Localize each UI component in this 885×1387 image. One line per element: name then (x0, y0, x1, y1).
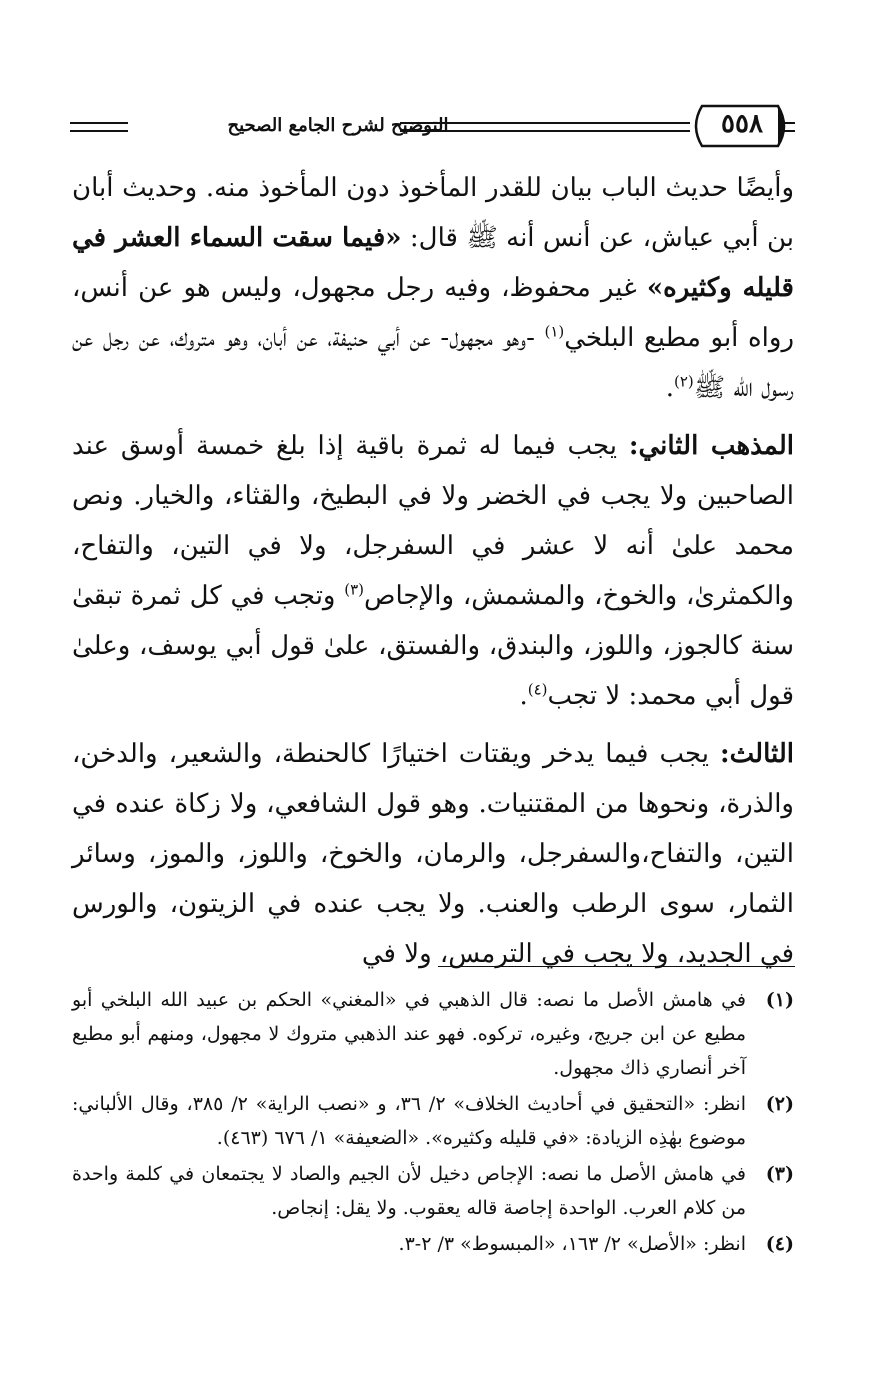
footnote-number: (٢) (765, 1093, 794, 1115)
footnote-ref-1[interactable]: (١) (544, 322, 565, 341)
paragraph-1-text-2: غير محفوظ، وفيه رجل مجهول، وليس هو عن أنس، رواه أبو مطيع البلخي (72, 273, 794, 353)
paragraph-1-text: وأيضًا حديث الباب بيان للقدر المأخوذ دون المأخوذ منه. وحديث أبان بن أبي عياش، عن أنس أنه ﷺ قال: (72, 173, 794, 253)
page-number: ٥٥٨ (721, 109, 763, 139)
footnote-text: في هامش الأصل ما نصه: الإجاص دخيل لأن الجيم والصاد لا يجتمعان في كلمة واحدة من كلام العرب. الواحدة إجاصة قاله يعقوب. ولا يقل: إنجاص. (72, 1163, 746, 1219)
paragraph-2-text: يجب فيما له ثمرة باقية إذا بلغ خمسة أوسق عند الصاحبين ولا يجب في الخضر ولا في البطيخ، والقثاء، والخيار. ونص محمد علىٰ أنه لا عشر في السفرجل، ولا في التين، والتفاح، والكمثرىٰ، والخوخ، والمشمش، والإجاص (72, 431, 794, 611)
footnote-ref-2[interactable]: (٢) (673, 372, 694, 391)
running-title: التوضيح لشرح الجامع الصحيح (227, 115, 449, 136)
footnote-2 (72, 1087, 794, 1155)
paragraph-spacer (72, 721, 794, 729)
footnote-1 (72, 983, 794, 1085)
header-rule-middle-bottom (400, 130, 690, 132)
paragraph-2-text-3: . (519, 681, 528, 711)
header-rule-right-top (780, 122, 795, 124)
footnote-ref-4[interactable]: (٤) (527, 680, 548, 699)
paragraph-2 (72, 421, 794, 721)
paragraph-1-text-3: -وهو مجهول- عن أبي حنيفة، عن أبان، وهو متروك، عن رجل عن رسول الله ﷺ (72, 323, 794, 403)
footnote-divider (438, 966, 795, 967)
paragraph-1-text-4: . (665, 373, 674, 403)
paragraph-1 (72, 163, 794, 413)
header-rule-left-bottom (70, 130, 128, 132)
paragraph-3-text: يجب فيما يدخر ويقتات اختيارًا كالحنطة، والشعير، والدخن، والذرة، ونحوها من المقتنيات. وهو قول الشافعي، ولا زكاة عنده في التين، والتفاح،والسفرجل، والرمان، والخوخ، واللوز، والموز، وسائر الثمار، سوى الرطب والعنب. ولا يجب عنده في الزيتون، والورس في الجديد، ولا يجب في الترمس، ولا في (72, 739, 794, 969)
paragraph-2-lead: المذهب الثاني: (628, 431, 794, 461)
footnote-3 (72, 1157, 794, 1225)
footnote-text: انظر: «الأصل» ٢/ ١٦٣، «المبسوط» ٣/ ٢-٣. (398, 1233, 746, 1255)
main-text (72, 163, 794, 979)
footnote-4 (72, 1227, 794, 1261)
header-rule-middle-top (400, 122, 690, 124)
footnote-number: (١) (765, 989, 794, 1011)
paragraph-3 (72, 729, 794, 979)
hadith-quote: «فيما سقت السماء العشر في قليله وكثيره» (72, 223, 794, 303)
footnote-ref-3[interactable]: (٣) (344, 580, 365, 599)
footnotes (72, 983, 794, 1263)
footnote-text: في هامش الأصل ما نصه: قال الذهبي في «المغني» الحكم بن عبيد الله البلخي أبو مطيع عن ابن جريج، وغيره، تركوه. فهو عند الذهبي متروك لا مجهول، ومنهم أبو مطيع آخر أنصاري ذاك مجهول. (72, 989, 746, 1079)
footnote-number: (٣) (765, 1163, 794, 1185)
paragraph-2-text-2: وتجب في كل ثمرة تبقىٰ سنة كالجوز، واللوز، والبندق، والفستق، علىٰ قول أبي يوسف، وعلىٰ قول أبي محمد: لا تجب (72, 581, 794, 711)
paragraph-spacer (72, 413, 794, 421)
header-rule-right-bottom (780, 130, 795, 132)
page-number-frame (688, 102, 792, 150)
paragraph-3-lead: الثالث: (720, 739, 794, 769)
footnote-text: انظر: «التحقيق في أحاديث الخلاف» ٢/ ٣٦، و «نصب الراية» ٢/ ٣٨٥، وقال الألباني: موضوع بهٰذِه الزيادة: «في قليله وكثيره». «الضعيفة» ١/ ٦٧٦ (٤٦٣). (72, 1093, 746, 1149)
header-rule-left-top (70, 122, 128, 124)
page-header (70, 100, 795, 154)
footnote-number: (٤) (765, 1233, 794, 1255)
